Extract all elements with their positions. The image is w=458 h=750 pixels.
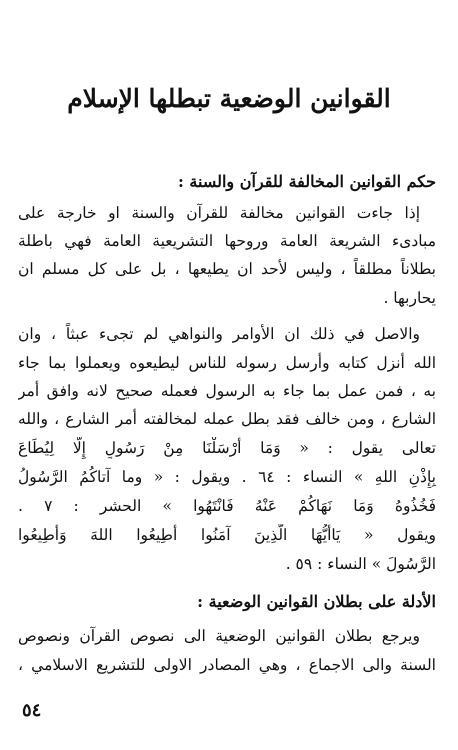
text-line: بِإِذْنِ اللهِ » النساء : ٦٤ . ويقول : « وما آتاكُمُ الرَّسُولُ — [18, 468, 436, 486]
text-line: الله أنزل كتابه وأرسل رسوله للناس ليطيعوه ويعملوا بما جاء — [18, 354, 436, 372]
text-line: بطلاناً مطلقاً ، وليس لأحد ان يطيعها ، بل على كل مسلم ان — [18, 260, 436, 278]
text-line: الشارع ، ومن خالف فقد بطل عمله لمخالفته أمر الشارع ، والله — [18, 410, 436, 428]
text-line: به ، فمن عمل بما جاء به الرسول فعمله صحيح لانه وافق أمر — [18, 382, 436, 400]
section-heading-evidence: الأدلة على بطلان القوانين الوضعية : — [197, 592, 436, 611]
text-line: مبادىء الشريعة العامة وروحها التشريعية العامة فهي باطلة — [18, 232, 436, 250]
text-line: ويرجع بطلان القوانين الوضعية الى نصوص القرآن ونصوص — [18, 627, 420, 645]
text-line: السنة والى الاجماع ، وهي المصادر الاولى للتشريع الاسلامي ، — [18, 656, 436, 674]
chapter-title: القوانين الوضعية تبطلها الإسلام — [67, 84, 391, 113]
text-line: ويقول « يَاأَيُّهَا الَّذِينَ آمَنُوا أَطِيعُوا اللهَ وَأَطِيعُوا — [18, 526, 436, 544]
text-line: يحاربها . — [383, 289, 436, 307]
section-heading-ruling: حكم القوانين المخالفة للقرآن والسنة : — [177, 172, 436, 191]
text-line: والاصل في ذلك ان الأوامر والنواهي لم تجىء عبثاً ، وان — [18, 325, 420, 343]
page-number: ٥٤ — [22, 700, 42, 721]
text-line: الرَّسُولَ » النساء : ٥٩ . — [285, 555, 436, 573]
text-line: تعالى يقول : « وَمَا أَرْسَلْنَا مِنْ رَسُولٍ إِلَّا لِيُطَاعَ — [18, 439, 436, 457]
text-line: فَخُذُوهُ وَمَا نَهَاكُمْ عَنْهُ فَانْتَهُوا » الحشر : ٧ . — [18, 497, 436, 515]
text-line: إذا جاءت القوانين مخالفة للقرآن والسنة او خارجة على — [18, 204, 420, 222]
